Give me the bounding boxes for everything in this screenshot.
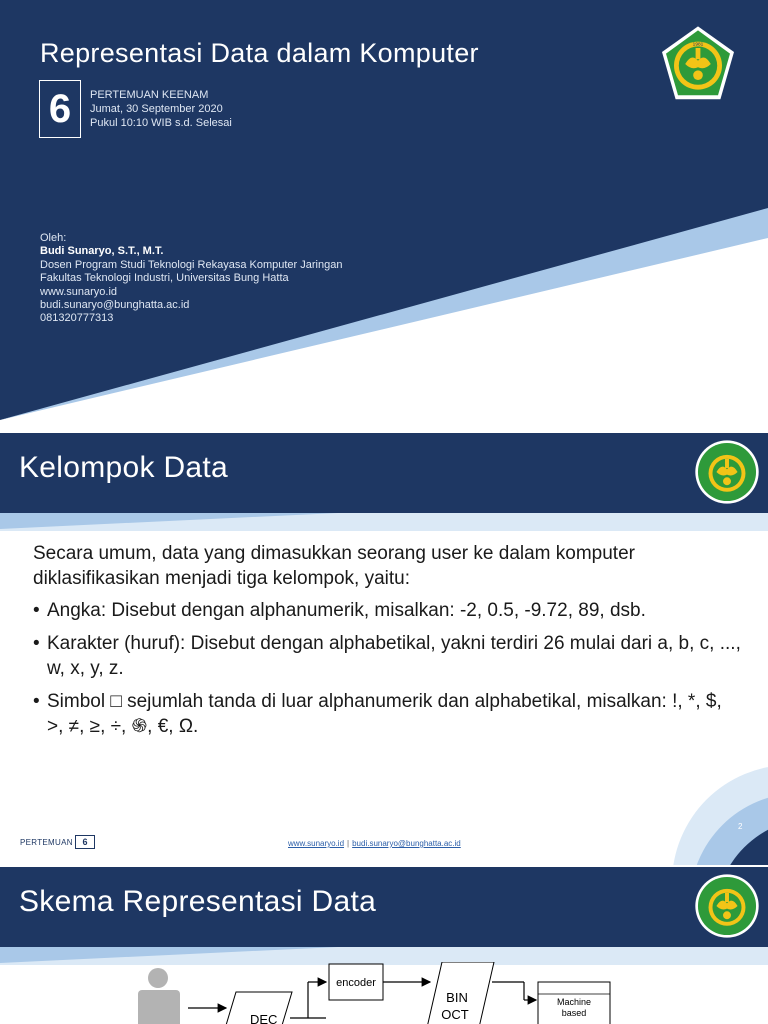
intro-text: Secara umum, data yang dimasukkan seorang user ke dalam komputer diklasifikasikan menjadi tiga kelompok, yaitu: [33,543,635,589]
bullet-karakter: • Karakter (huruf): Disebut dengan alphabetikal, yakni terdiri 26 mulai dari a, b, c, ..., w, x, y, z. [33,631,743,681]
footer-separator: | [347,839,350,848]
meeting-date: Jumat, 30 September 2020 [90,103,223,115]
author-info [40,232,342,326]
presentation-title: Representasi Data dalam Komputer [40,38,479,68]
logo-year: 1981 [692,42,704,48]
meeting-label: PERTEMUAN KEENAM [90,89,209,101]
author-name: Budi Sunaryo, S.T., M.T. [40,245,164,258]
author-role: Dosen Program Studi Teknologi Rekayasa Komputer Jaringan [40,258,343,271]
slide-title: Skema Representasi Data [19,885,377,918]
bullet-simbol: • Simbol □ sejumlah tanda di luar alphanumerik dan alphabetikal, misalkan: !, *, $, >, ≠, ≥, ÷, ֍, €, Ω. [33,689,743,739]
bin-label: BIN [446,990,468,1005]
author-by-label: Oleh: [40,232,67,244]
author-faculty: Fakultas Teknologi Industri, Universitas Bung Hatta [40,272,289,285]
footer-website-link[interactable]: www.sunaryo.id [288,839,345,848]
footer-meeting-number: 6 [75,835,95,849]
footer-email-link[interactable]: budi.sunaryo@bunghatta.ac.id [352,839,461,848]
author-email: budi.sunaryo@bunghatta.ac.id [40,299,190,312]
meeting-time: Pukul 10:10 WIB s.d. Selesai [90,117,232,129]
university-logo [694,873,760,939]
university-logo [658,24,738,104]
author-website: www.sunaryo.id [40,285,118,298]
slide-kelompok-data [0,433,768,865]
slide-title: Kelompok Data [19,451,229,484]
user-icon [138,968,180,1024]
oct-label: OCT [441,1007,469,1022]
corner-decoration [0,433,768,865]
title-slide [0,0,768,420]
machine-label-1: Machine [556,997,592,1007]
dec-label: DEC [250,1012,278,1024]
footer-meeting-label: PERTEMUAN [20,838,73,847]
encoder-label: encoder [336,977,376,989]
author-phone: 081320777313 [40,312,114,325]
meeting-info [90,88,232,130]
page-number: 2 [738,822,743,831]
machine-label-2: based [561,1008,587,1018]
representation-diagram [0,962,768,1024]
bullet-angka: • Angka: Disebut dengan alphanumerik, misalkan: -2, 0.5, -9.72, 89, dsb. [33,598,743,623]
slide-skema-representasi [0,867,768,1024]
footer-links [288,839,461,848]
meeting-number-box: 6 [39,80,81,138]
